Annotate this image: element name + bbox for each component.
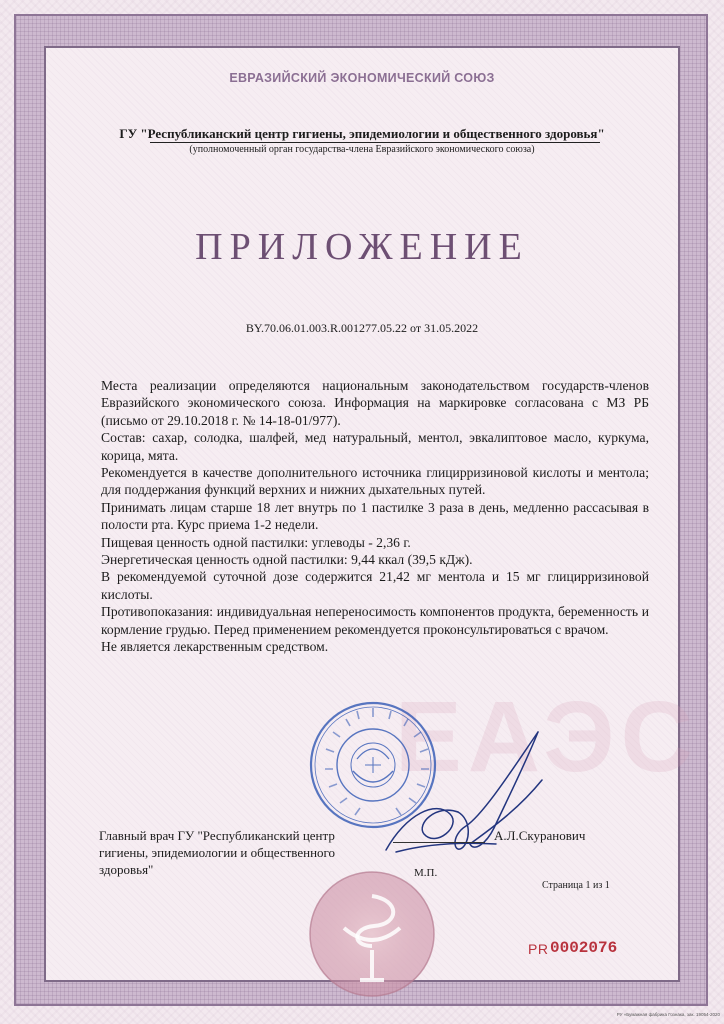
body-paragraph: Состав: сахар, солодка, шалфей, мед натуральный, ментол, эвкалиптовое масло, куркума, корица, мята.	[101, 430, 649, 463]
body-paragraph: Энергетическая ценность одной пастилки: 9,44 ккал (39,5 кДж).	[101, 552, 473, 568]
body-paragraph: Принимать лицам старше 18 лет внутрь по 1 пастилке 3 раза в день, медленно рассасывая в полости рта. Курс приема 1-2 недели.	[101, 499, 649, 533]
document-body	[101, 377, 649, 656]
body-paragraph: Пищевая ценность одной пастилки: углеводы - 2,36 г.	[101, 534, 411, 550]
serial-number: 0002076	[550, 939, 618, 957]
serial-prefix: PR	[528, 941, 549, 957]
hygieia-emblem-icon	[304, 866, 440, 1002]
handwritten-signature	[366, 704, 596, 872]
seal-mark: М.П.	[414, 867, 438, 879]
body-paragraph: Противопоказания: индивидуальная непереносимость компонентов продукта, беременность и кормление грудью. Перед применением рекомендуется проконсультироваться с врачом.	[101, 604, 649, 637]
body-paragraph: Рекомендуется в качестве дополнительного источника глицирризиновой кислоты и ментола; для поддержания функций верхних и нижних дыхательных путей.	[101, 465, 649, 498]
eaeu-watermark: ЕАЭС	[395, 681, 699, 793]
organization-note: (уполномоченный орган государства-члена Евразийского экономического союза)	[189, 144, 535, 155]
document-number: BY.70.06.01.003.R.001277.05.22 от 31.05.2022	[245, 321, 479, 335]
body-paragraph: Места реализации определяются национальным законодательством государств-членов Евразийского экономического союза. Информация на маркировке согласована с МЗ РБ (письмо от 29.10.2018 г. № 14-18-01/977).	[101, 378, 649, 428]
document-title: ПРИЛОЖЕНИЕ	[195, 226, 529, 268]
organization-underline	[150, 142, 600, 143]
signer-position: Главный врач ГУ "Республиканский центр гигиены, эпидемиологии и общественного здоровья"	[99, 828, 336, 877]
body-paragraph: В рекомендуемой суточной дозе содержится 21,42 мг ментола и 15 мг глицирризиновой кислоты.	[101, 569, 649, 602]
signer-name: А.Л.Скуранович	[494, 828, 586, 843]
signature-line	[393, 842, 485, 843]
union-header: ЕВРАЗИЙСКИЙ ЭКОНОМИЧЕСКИЙ СОЮЗ	[229, 71, 495, 85]
page-indicator: Страница 1 из 1	[542, 880, 610, 891]
body-paragraph: Не является лекарственным средством.	[101, 639, 329, 655]
organization-name: ГУ "Республиканский центр гигиены, эпидемиологии и общественного здоровья"	[119, 126, 605, 141]
printer-imprint: РУ «Бумажная фабрика Гознака, зак. 19054-2020	[616, 1012, 720, 1017]
